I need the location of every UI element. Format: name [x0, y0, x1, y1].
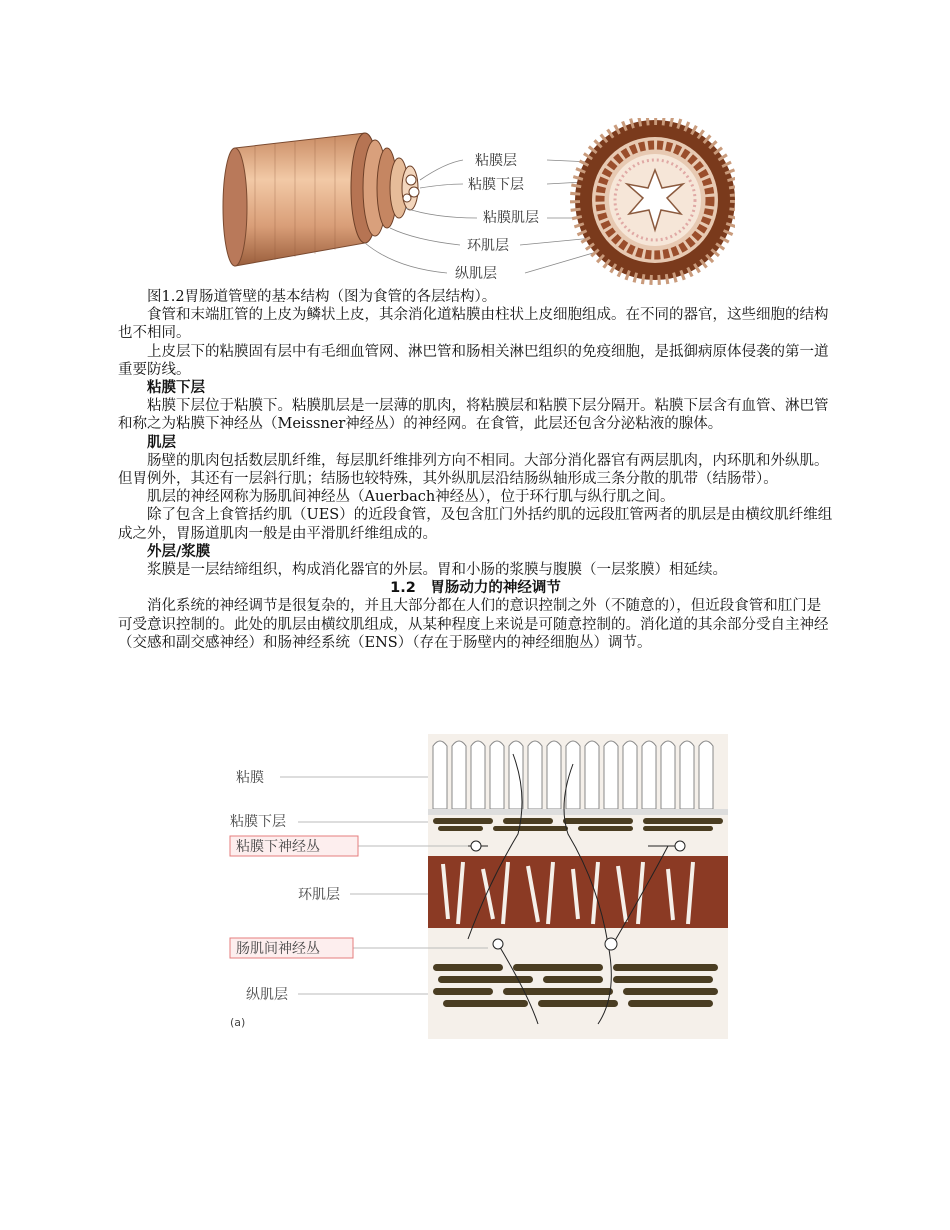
label-mucosa: 粘膜 — [236, 770, 264, 786]
label-longitudinal-muscle: 纵肌层 — [246, 987, 288, 1003]
figure-gut-wall-plexus — [228, 734, 728, 1039]
figure-caption: 图1.2胃肠道管壁的基本结构（图为食管的各层结构）。 — [147, 289, 497, 305]
panel-label: (a) — [230, 1016, 246, 1029]
label-mucosa: 粘膜层 — [475, 153, 517, 169]
paragraph: 消化系统的神经调节是很复杂的，并且大部分都在人们的意识控制之外（不随意的），但近段食管和肛门是可受意识控制的。此处的肌层由横纹肌组成，从某种程度上来说是可随意控制的。消化道的其余部分受自主神经（交感和副交感神经）和肠神经系统（ENS）（存在于肠壁内的神经细胞丛）调节。 — [118, 598, 829, 651]
label-muscularis-mucosae: 粘膜肌层 — [483, 210, 539, 226]
paragraph: 上皮层下的粘膜固有层中有毛细血管网、淋巴管和肠相关淋巴组织的免疫细胞，是抵御病原体侵袭的第一道重要防线。 — [118, 343, 829, 378]
paragraph: 食管和末端肛管的上皮为鳞状上皮，其余消化道粘膜由柱状上皮细胞组成。在不同的器官，这些细胞的结构也不相同。 — [118, 307, 829, 342]
label-longitudinal-muscle: 纵肌层 — [455, 266, 497, 282]
paragraph: 粘膜下层位于粘膜下。粘膜肌层是一层薄的肌肉，将粘膜层和粘膜下层分隔开。粘膜下层含有血管、淋巴管和称之为粘膜下神经丛（Meissner神经丛）的神经网。在食管，此层还包含分泌粘液的腺体。 — [118, 398, 829, 433]
esophagus-cross-section — [575, 120, 735, 280]
section-heading: 肌层 — [147, 434, 176, 451]
paragraph: 肠壁的肌肉包括数层肌纤维，每层肌纤维排列方向不相同。大部分消化器官有两层肌肉，内环肌和外纵肌。但胃例外，其还有一层斜行肌；结肠也较特殊，其外纵肌层沿结肠纵轴形成三条分散的肌带（结肠带）。 — [118, 452, 829, 488]
esophagus-tube-illustration — [223, 133, 419, 266]
label-circular-muscle: 环肌层 — [467, 238, 509, 254]
paragraph: 除了包含上食管括约肌（UES）的近段食管，及包含肛门外括约肌的远段肛管两者的肌层是由横纹肌纤维组成之外，胃肠道肌肉一般是由平滑肌纤维组成的。 — [118, 507, 833, 542]
paragraph: 浆膜是一层结缔组织，构成消化器官的外层。胃和小肠的浆膜与腹膜（一层浆膜）相延续。 — [147, 562, 727, 579]
section-heading: 外层/浆膜 — [147, 543, 211, 560]
mucosa-villi-illustration — [433, 741, 713, 809]
figure-esophagus-layers — [215, 118, 735, 286]
label-myenteric-plexus: 肠肌间神经丛 — [236, 941, 320, 957]
chapter-heading: 1.2 胃肠动力的神经调节 — [390, 580, 561, 597]
section-heading: 粘膜下层 — [147, 380, 205, 397]
label-submucosa: 粘膜下层 — [230, 814, 286, 830]
label-submucosa: 粘膜下层 — [468, 177, 524, 193]
document-body — [118, 288, 833, 652]
label-submucosal-plexus: 粘膜下神经丛 — [236, 839, 320, 855]
paragraph: 肌层的神经网称为肠肌间神经丛（Auerbach神经丛），位于环行肌与纵行肌之间。 — [147, 489, 675, 506]
label-circular-muscle: 环肌层 — [298, 887, 340, 903]
